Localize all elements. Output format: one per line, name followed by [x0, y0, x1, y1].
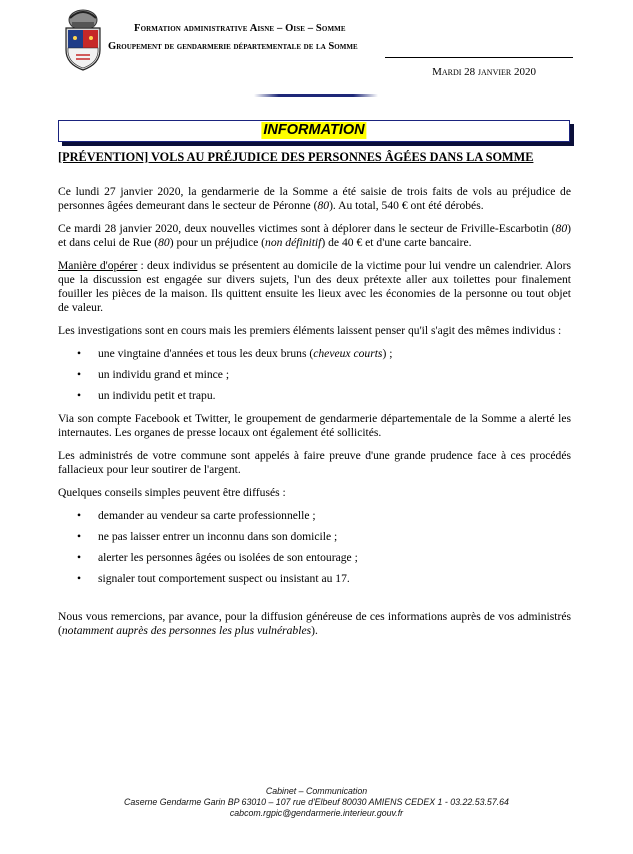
- paragraph-closing: Nous vous remercions, par avance, pour la diffusion généreuse de ces informations auprès de vos administrés (notamment auprès des personnes les plus vulnérables).: [58, 610, 571, 637]
- banner-title: INFORMATION: [263, 122, 365, 138]
- bullet-icon: •: [77, 530, 82, 543]
- page-footer: [0, 786, 633, 819]
- document-date: Mardi 28 janvier 2020: [432, 66, 536, 78]
- bullet-icon: •: [77, 347, 82, 360]
- footer-address: Caserne Gendarme Garin BP 63010 – 107 rue d'Elbeuf 80030 AMIENS CEDEX 1 - 03.22.53.57.64: [124, 797, 509, 807]
- paragraph-advice-intro: Quelques conseils simples peuvent être diffusés :: [58, 486, 286, 499]
- bullet-icon: •: [77, 368, 82, 381]
- footer-department: Cabinet – Communication: [265, 786, 368, 796]
- paragraph-prudence: Les administrés de votre commune sont appelés à faire preuve d'une grande prudence face à ces procédés fallacieux pour leur soutirer de l'argent.: [58, 449, 571, 476]
- subject-line: [PRÉVENTION] VOLS AU PRÉJUDICE DES PERSONNES ÂGÉES DANS LA SOMME: [58, 150, 534, 164]
- bullet-icon: •: [77, 572, 82, 585]
- header-groupement: Groupement de gendarmerie départementale de la Somme: [108, 41, 358, 52]
- list-item: • un individu petit et trapu.: [77, 389, 216, 402]
- paragraph-peronne: Ce lundi 27 janvier 2020, la gendarmerie de la Somme a été saisie de trois faits de vols au préjudice de personnes âgées demeurant dans le secteur de Péronne (80). Au total, 540 € ont été dérobés.: [58, 185, 571, 212]
- document-body: [58, 185, 571, 647]
- bullet-icon: •: [77, 551, 82, 564]
- footer-email: cabcom.rgpic@gendarmerie.interieur.gouv.fr: [229, 808, 404, 818]
- header-formation: Formation administrative Aisne – Oise – Somme: [134, 23, 346, 34]
- list-item: • ne pas laisser entrer un inconnu dans son domicile ;: [77, 530, 338, 543]
- advice-list: [58, 509, 571, 586]
- list-item: • alerter les personnes âgées ou isolées de son entourage ;: [77, 551, 358, 564]
- bullet-icon: •: [77, 509, 82, 522]
- suspect-list: [58, 347, 571, 403]
- gendarmerie-crest-icon: [58, 8, 108, 72]
- paragraph-friville: Ce mardi 28 janvier 2020, deux nouvelles victimes sont à déplorer dans le secteur de Friville-Escarbotin (80) et dans celui de Rue (80) pour un préjudice (non définitif) de 40 € et d'une carte bancaire.: [58, 222, 571, 249]
- header-rule: [385, 57, 573, 58]
- list-item: • un individu grand et mince ;: [77, 368, 230, 381]
- list-item: • demander au vendeur sa carte professionnelle ;: [77, 509, 316, 522]
- paragraph-social-media: Via son compte Facebook et Twitter, le groupement de gendarmerie départementale de la Somme a alerté les internautes. Les organes de presse locaux ont également été sollicités.: [58, 412, 571, 439]
- list-item: • signaler tout comportement suspect ou insistant au 17.: [77, 572, 350, 585]
- paragraph-modus-operandi: Manière d'opérer : deux individus se présentent au domicile de la victime pour lui vendre un calendrier. Alors que la discussion est engagée sur divers sujets, l'un des deux prétexte aller aux toilettes pour finalement fouiller les pièces de la maison. Ils quittent ensuite les lieux avec les économies de la personne ou tout objet de valeur.: [58, 259, 571, 314]
- modus-label: Manière d'opérer: [58, 259, 138, 272]
- paragraph-investigations: Les investigations sont en cours mais les premiers éléments laissent penser qu'il s'agit des mêmes individus :: [58, 324, 562, 337]
- information-banner: [58, 120, 570, 142]
- list-item: • une vingtaine d'années et tous les deux bruns (cheveux courts) ;: [77, 347, 393, 360]
- separator-bar: [254, 94, 378, 97]
- bullet-icon: •: [77, 389, 82, 402]
